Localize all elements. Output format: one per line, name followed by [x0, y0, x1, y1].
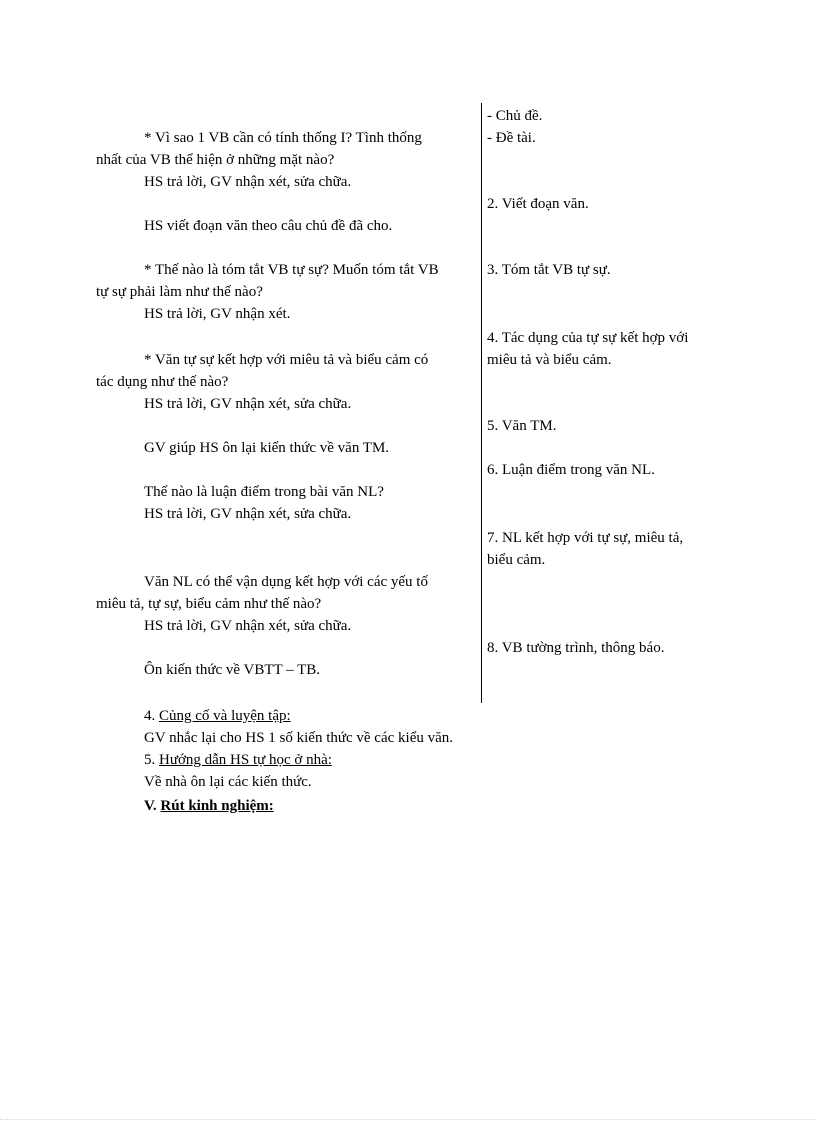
- section-4-body: GV nhắc lại cho HS 1 số kiến thức về các kiểu văn.: [144, 730, 454, 746]
- question-line: * Văn tự sự kết hợp với miêu tả và biểu cảm có: [144, 352, 429, 368]
- section-5-body: Về nhà ôn lại các kiến thức.: [144, 774, 312, 790]
- activity-line: HS trả lời, GV nhận xét, sửa chữa.: [144, 396, 352, 412]
- content-item: 5. Văn TM.: [487, 418, 557, 434]
- question-line: * Vì sao 1 VB cần có tính thống I? Tình thống: [144, 130, 422, 146]
- question-line: nhất của VB thể hiện ở những mặt nào?: [96, 152, 335, 168]
- section-v-heading: [144, 795, 274, 817]
- question-line: miêu tả, tự sự, biểu cảm như thế nào?: [96, 596, 322, 612]
- question-line: Thế nào là luận điểm trong bài văn NL?: [144, 484, 384, 500]
- section-4-heading: [144, 705, 291, 727]
- page-bottom-border: [0, 1119, 816, 1120]
- question-line: tác dụng như thế nào?: [96, 374, 229, 390]
- content-item: 3. Tóm tắt VB tự sự.: [487, 262, 611, 278]
- section-title: Hướng dẫn HS tự học ở nhà:: [159, 752, 332, 768]
- content-item: miêu tả và biểu cảm.: [487, 352, 612, 368]
- section-number: 5.: [144, 752, 159, 768]
- question-line: tự sự phải làm như thế nào?: [96, 284, 263, 300]
- content-item: biểu cảm.: [487, 552, 546, 568]
- column-divider: [481, 103, 482, 703]
- activity-line: GV giúp HS ôn lại kiến thức về văn TM.: [144, 440, 390, 456]
- section-number: V.: [144, 798, 161, 814]
- content-item: 2. Viết đoạn văn.: [487, 196, 589, 212]
- section-title: Rút kinh nghiệm:: [160, 798, 274, 814]
- activity-line: HS viết đoạn văn theo câu chủ đề đã cho.: [144, 218, 393, 234]
- section-5-heading: [144, 749, 332, 771]
- content-item: 6. Luận điểm trong văn NL.: [487, 462, 655, 478]
- content-item: 4. Tác dụng của tự sự kết hợp với: [487, 330, 689, 346]
- content-item: 8. VB tường trình, thông báo.: [487, 640, 665, 656]
- activity-line: HS trả lời, GV nhận xét, sửa chữa.: [144, 174, 352, 190]
- activity-line: HS trả lời, GV nhận xét, sửa chữa.: [144, 506, 352, 522]
- question-line: * Thế nào là tóm tắt VB tự sự? Muốn tóm tắt VB: [144, 262, 439, 278]
- section-title: Củng cố và luyện tập:: [159, 708, 291, 724]
- content-item: 7. NL kết hợp với tự sự, miêu tả,: [487, 530, 684, 546]
- activity-line: Ôn kiến thức về VBTT – TB.: [144, 662, 321, 678]
- activity-line: HS trả lời, GV nhận xét.: [144, 306, 291, 322]
- section-number: 4.: [144, 708, 159, 724]
- activity-line: HS trả lời, GV nhận xét, sửa chữa.: [144, 618, 352, 634]
- question-line: Văn NL có thể vận dụng kết hợp với các yếu tố: [144, 574, 428, 590]
- content-item: - Đề tài.: [487, 130, 536, 146]
- content-item: - Chủ đề.: [487, 108, 543, 124]
